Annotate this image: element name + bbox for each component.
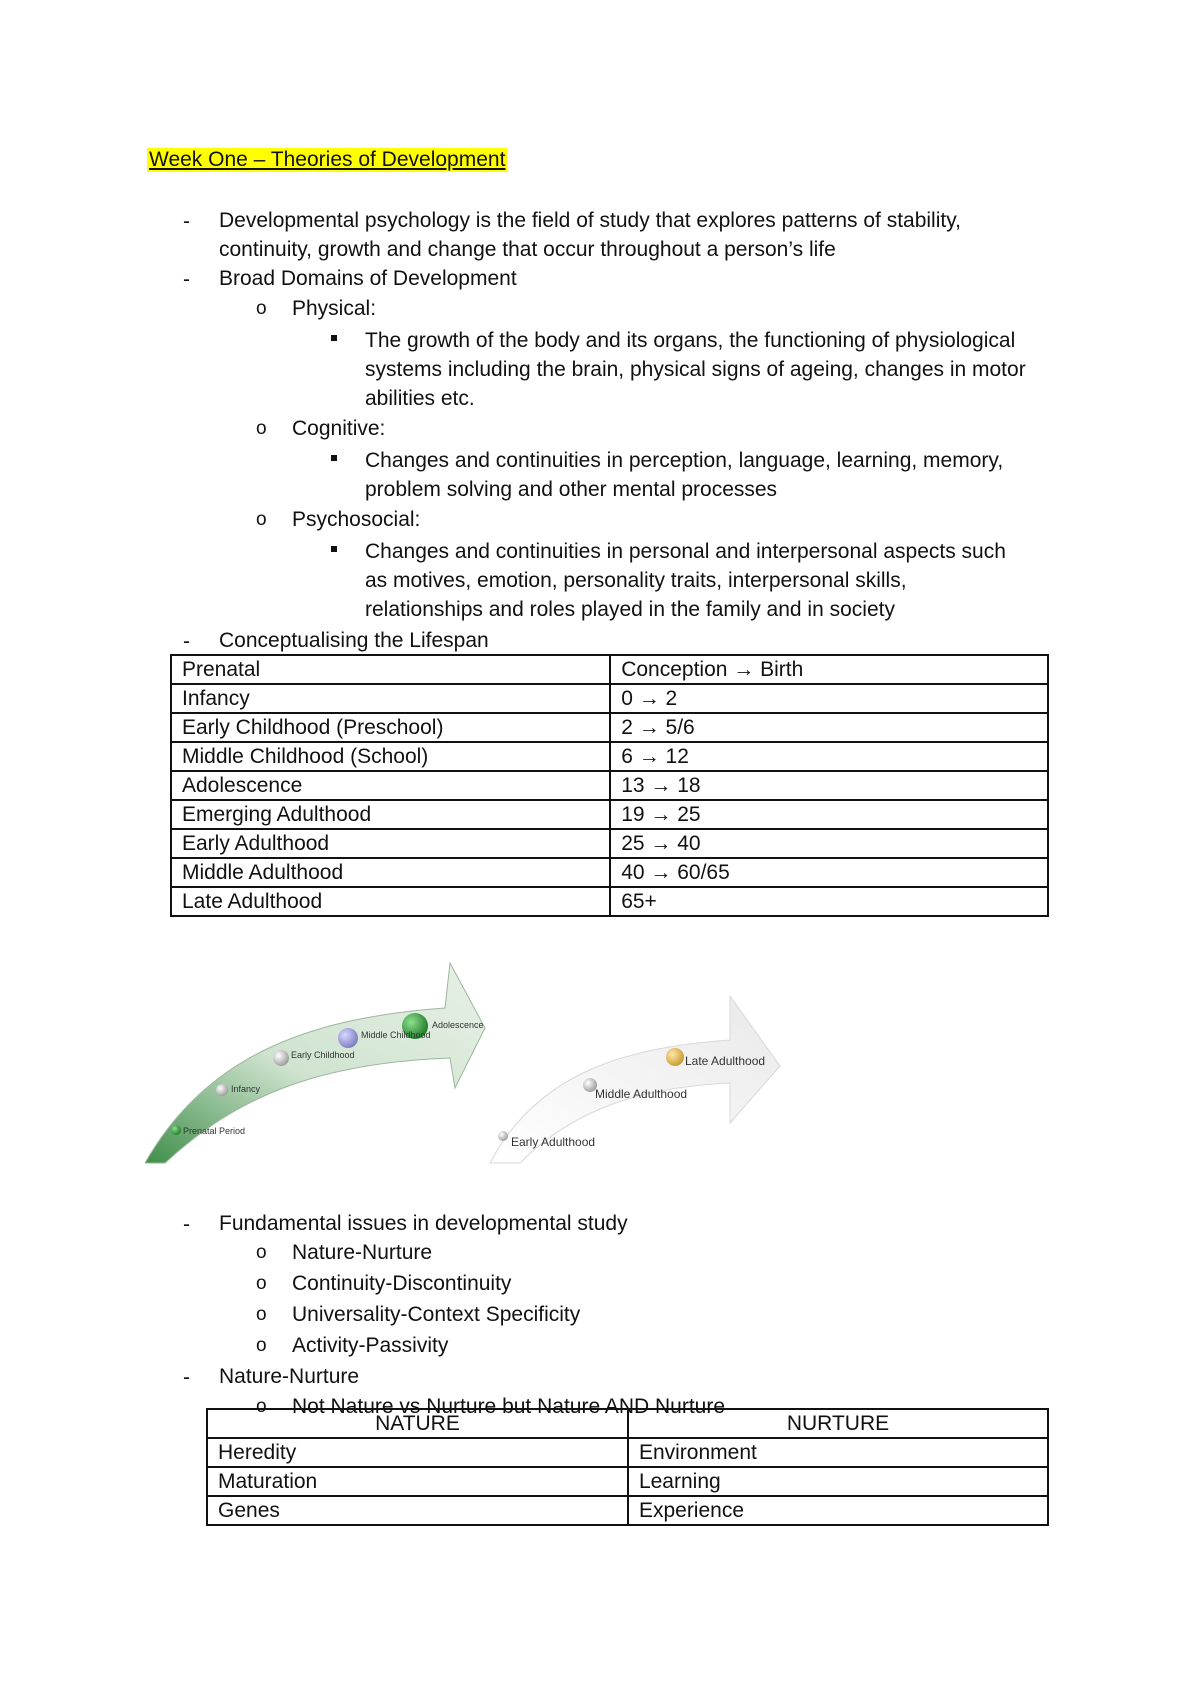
lifespan-stage: Adolescence bbox=[171, 771, 610, 800]
diagram-label-adolescence: Adolescence bbox=[432, 1020, 484, 1030]
issue-item: Universality-Context Specificity bbox=[292, 1303, 581, 1326]
nn-row bbox=[207, 1438, 1048, 1467]
definition-line-2: continuity, growth and change that occur throughout a person’s life bbox=[219, 238, 836, 261]
lifespan-stage: Early Childhood (Preschool) bbox=[171, 713, 610, 742]
lifespan-row bbox=[171, 858, 1048, 887]
lifespan-stage: Emerging Adulthood bbox=[171, 800, 610, 829]
cognitive-desc-1: Changes and continuities in perception, language, learning, memory, bbox=[365, 449, 1004, 472]
issues-heading: Fundamental issues in developmental study bbox=[219, 1212, 628, 1235]
dash-bullet: - bbox=[183, 1366, 190, 1389]
lifespan-age-range: 65+ bbox=[610, 887, 1048, 916]
stage-marker bbox=[216, 1084, 228, 1096]
circle-bullet: o bbox=[256, 1273, 267, 1294]
physical-desc-3: abilities etc. bbox=[365, 387, 475, 410]
dash-bullet: - bbox=[183, 210, 190, 233]
lifespan-table bbox=[170, 654, 1049, 917]
lifespan-row bbox=[171, 771, 1048, 800]
physical-desc-1: The growth of the body and its organs, the functioning of physiological bbox=[365, 329, 1016, 352]
stage-marker bbox=[171, 1125, 181, 1135]
square-bullet bbox=[331, 455, 337, 461]
circle-bullet: o bbox=[256, 1242, 267, 1263]
lifespan-stage: Infancy bbox=[171, 684, 610, 713]
dash-bullet: - bbox=[183, 1213, 190, 1236]
nature-nurture-heading: Nature-Nurture bbox=[219, 1365, 360, 1388]
physical-desc-2: systems including the brain, physical signs of ageing, changes in motor bbox=[365, 358, 1026, 381]
square-bullet bbox=[331, 546, 337, 552]
lifespan-age-range: 40 → 60/65 bbox=[610, 858, 1048, 887]
issue-item: Continuity-Discontinuity bbox=[292, 1272, 512, 1295]
lifespan-stage: Early Adulthood bbox=[171, 829, 610, 858]
diagram-label-prenatal: Prenatal Period bbox=[183, 1126, 246, 1136]
dash-bullet: - bbox=[183, 268, 190, 291]
lifespan-age-range: 13 → 18 bbox=[610, 771, 1048, 800]
cognitive-desc-2: problem solving and other mental processes bbox=[365, 478, 778, 501]
stage-marker bbox=[273, 1050, 289, 1066]
circle-bullet: o bbox=[256, 1396, 267, 1417]
stage-marker bbox=[498, 1131, 508, 1141]
lifespan-age-range: 25 → 40 bbox=[610, 829, 1048, 858]
lifespan-stage: Prenatal bbox=[171, 655, 610, 684]
diagram-label-infancy: Infancy bbox=[231, 1084, 261, 1094]
diagram-label-early-adulthood: Early Adulthood bbox=[511, 1135, 596, 1149]
lifespan-age-range: 6 → 12 bbox=[610, 742, 1048, 771]
domain-cognitive: Cognitive: bbox=[292, 417, 386, 440]
nn-cell: Environment bbox=[628, 1438, 1048, 1467]
nn-cell: Heredity bbox=[207, 1438, 628, 1467]
diagram-label-middle-adulthood: Middle Adulthood bbox=[595, 1087, 688, 1101]
lifespan-row bbox=[171, 655, 1048, 684]
lifespan-row bbox=[171, 887, 1048, 916]
nn-cell: Experience bbox=[628, 1496, 1048, 1525]
lifespan-age-range: 19 → 25 bbox=[610, 800, 1048, 829]
domain-psychosocial: Psychosocial: bbox=[292, 508, 421, 531]
nn-cell: Maturation bbox=[207, 1467, 628, 1496]
circle-bullet: o bbox=[256, 298, 267, 319]
lifespan-stage: Middle Childhood (School) bbox=[171, 742, 610, 771]
nn-row bbox=[207, 1496, 1048, 1525]
square-bullet bbox=[331, 335, 337, 341]
issue-item: Nature-Nurture bbox=[292, 1241, 433, 1264]
lifespan-heading: Conceptualising the Lifespan bbox=[219, 629, 489, 652]
definition-line-1: Developmental psychology is the field of study that explores patterns of stability, bbox=[219, 209, 962, 232]
diagram-label-early-childhood: Early Childhood bbox=[291, 1050, 355, 1060]
nn-row bbox=[207, 1467, 1048, 1496]
broad-domains-heading: Broad Domains of Development bbox=[219, 267, 517, 290]
issue-item: Activity-Passivity bbox=[292, 1334, 449, 1357]
psychosocial-desc-2: as motives, emotion, personality traits, interpersonal skills, bbox=[365, 569, 907, 592]
lifespan-row bbox=[171, 829, 1048, 858]
diagram-label-middle-childhood: Middle Childhood bbox=[361, 1030, 431, 1040]
lifespan-row bbox=[171, 742, 1048, 771]
nn-cell: Learning bbox=[628, 1467, 1048, 1496]
circle-bullet: o bbox=[256, 1304, 267, 1325]
nature-nurture-table bbox=[206, 1408, 1049, 1526]
lifespan-row bbox=[171, 800, 1048, 829]
lifespan-age-range: Conception → Birth bbox=[610, 655, 1048, 684]
lifespan-stage: Middle Adulthood bbox=[171, 858, 610, 887]
lifespan-arrow-diagram bbox=[145, 958, 785, 1168]
domain-physical: Physical: bbox=[292, 297, 377, 320]
nn-cell: Genes bbox=[207, 1496, 628, 1525]
nn-header-cell: NATURE bbox=[207, 1409, 628, 1438]
page-title: Week One – Theories of Development bbox=[149, 148, 506, 171]
nature-nurture-note: Not Nature vs Nurture but Nature AND Nurture bbox=[292, 1395, 726, 1418]
lifespan-row bbox=[171, 684, 1048, 713]
dash-bullet: - bbox=[183, 630, 190, 653]
psychosocial-desc-3: relationships and roles played in the family and in society bbox=[365, 598, 895, 621]
stage-marker bbox=[666, 1048, 684, 1066]
lifespan-stage: Late Adulthood bbox=[171, 887, 610, 916]
lifespan-age-range: 2 → 5/6 bbox=[610, 713, 1048, 742]
diagram-label-late-adulthood: Late Adulthood bbox=[685, 1054, 766, 1068]
stage-marker bbox=[338, 1028, 358, 1048]
circle-bullet: o bbox=[256, 418, 267, 439]
nn-header-cell: NURTURE bbox=[628, 1409, 1048, 1438]
circle-bullet: o bbox=[256, 1335, 267, 1356]
circle-bullet: o bbox=[256, 509, 267, 530]
lifespan-age-range: 0 → 2 bbox=[610, 684, 1048, 713]
lifespan-row bbox=[171, 713, 1048, 742]
nn-header-row bbox=[207, 1409, 1048, 1438]
psychosocial-desc-1: Changes and continuities in personal and interpersonal aspects such bbox=[365, 540, 1006, 563]
